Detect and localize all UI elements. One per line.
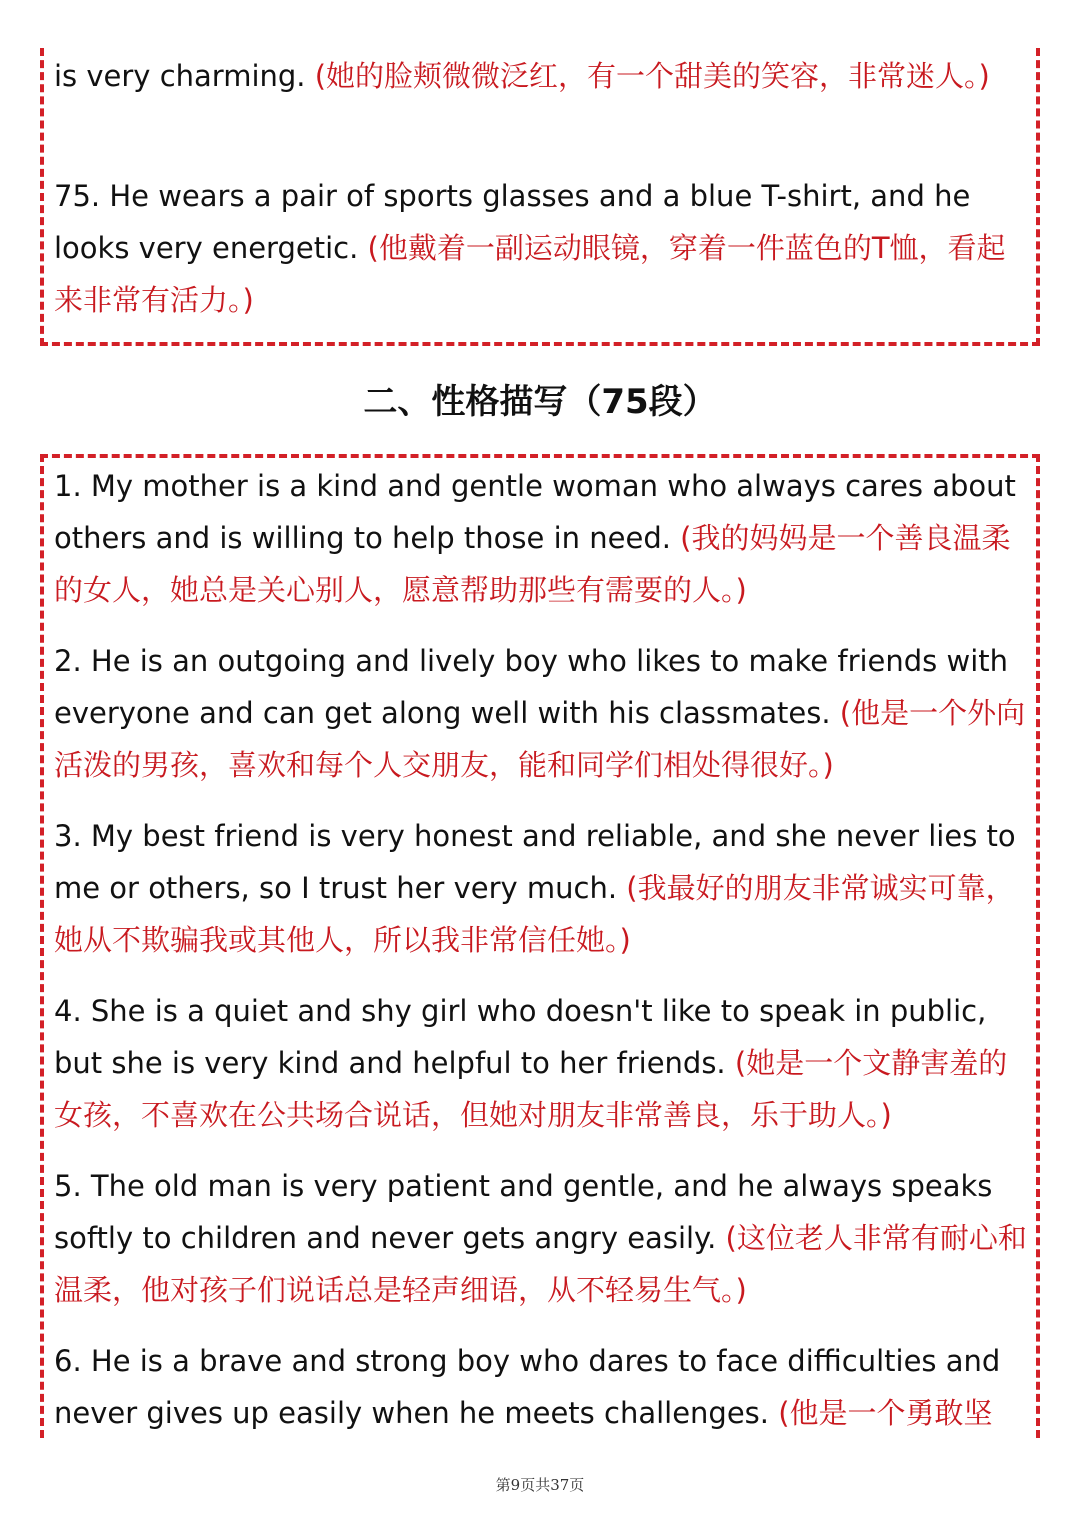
entry-chinese: (他是一个外向活泼的男孩，喜欢和每个人交朋友，能和同学们相处得很好。)	[54, 696, 1026, 782]
list-item	[54, 460, 1034, 616]
page-number: 第9页共37页	[495, 1476, 585, 1494]
entry-english: 3. My best friend is very honest and reliable, and she never lies to me or others, so I trust her very much.	[54, 819, 1016, 905]
entry-chinese: (他戴着一副运动眼镜，穿着一件蓝色的T恤，看起来非常有活力。)	[54, 231, 1006, 317]
entry-74-tail	[54, 50, 1034, 102]
list-item	[54, 1160, 1034, 1316]
entry-chinese: (她是一个文静害羞的女孩，不喜欢在公共场合说话，但她对朋友非常善良，乐于助人。)	[54, 1046, 1008, 1132]
continued-entry-box	[40, 48, 1040, 346]
list-item	[54, 810, 1034, 966]
section-title: 二、性格描写（75段）	[363, 382, 717, 422]
list-item	[54, 635, 1034, 791]
entry-english: 4. She is a quiet and shy girl who doesn't like to speak in public, but she is very kind and helpful to her friends.	[54, 994, 987, 1080]
entry-chinese: (这位老人非常有耐心和温柔，他对孩子们说话总是轻声细语，从不轻易生气。)	[54, 1221, 1027, 1307]
entry-chinese: (他是一个勇敢坚	[778, 1396, 993, 1430]
entry-english: is very charming.	[54, 59, 315, 93]
entry-chinese: (我最好的朋友非常诚实可靠，她从不欺骗我或其他人，所以我非常信任她。)	[54, 871, 1015, 957]
list-item	[54, 985, 1034, 1141]
entry-chinese: (她的脸颊微微泛红，有一个甜美的笑容，非常迷人。)	[314, 59, 990, 93]
list-item	[54, 1335, 1034, 1439]
personality-entries-box	[40, 454, 1040, 1438]
entry-english: 1. My mother is a kind and gentle woman who always cares about others and is willing to help those in need.	[54, 469, 1016, 555]
entry-english: 2. He is an outgoing and lively boy who likes to make friends with everyone and can get along well with his classmates.	[54, 644, 1009, 730]
entry-75	[54, 170, 1034, 326]
entry-english: 5. The old man is very patient and gentle, and he always speaks softly to children and never gets angry easily.	[54, 1169, 993, 1255]
entry-english: 6. He is a brave and strong boy who dares to face difficulties and never gives up easily when he meets challenges.	[54, 1344, 1001, 1430]
entry-chinese: (我的妈妈是一个善良温柔的女人，她总是关心别人，愿意帮助那些有需要的人。)	[54, 521, 1011, 607]
entry-english: 75. He wears a pair of sports glasses and a blue T-shirt, and he looks very energetic.	[54, 179, 971, 265]
